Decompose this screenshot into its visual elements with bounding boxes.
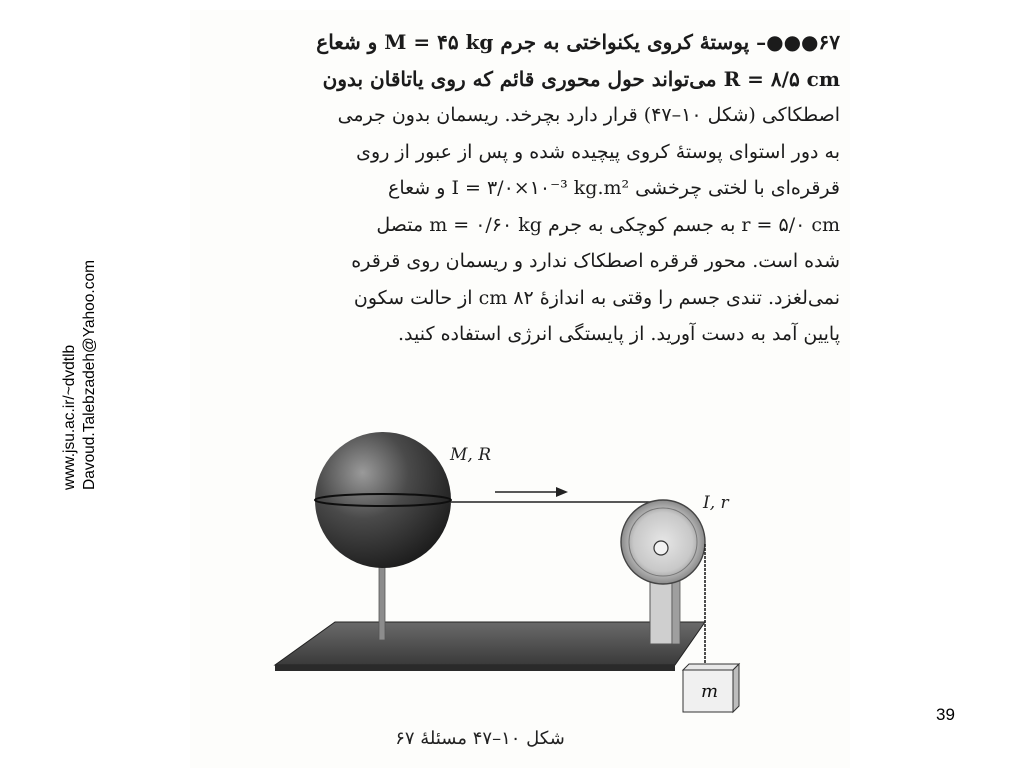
problem-line-5: قرقره‌ای با لختی چرخشی I = ۳/۰×۱۰⁻³ kg.m² و شعاع xyxy=(387,177,840,199)
base-plate xyxy=(275,622,705,665)
problem-line-4: به دور استوای پوستهٔ کروی پیچیده شده و پس از عبور از روی xyxy=(356,140,840,163)
motion-arrow-head xyxy=(556,487,568,497)
sphere-label: M, R xyxy=(450,445,492,465)
problem-text xyxy=(200,24,840,353)
credit-website: www.jsu.ac.ir/~dvdtlb xyxy=(61,344,78,490)
pulley-label: I, r xyxy=(703,493,729,513)
hanging-mass-side xyxy=(733,664,739,712)
problem-line-3: اصطکاکی (شکل ۱۰–۴۷) قرار دارد بچرخد. ریسمان بدون جرمی xyxy=(337,104,840,126)
problem-line-2: R = ۸/۵ cm می‌تواند حول محوری قائم که روی یاتاقان بدون xyxy=(322,66,840,91)
credit-email: Davoud.Talebzadeh@Yahoo.com xyxy=(81,259,98,490)
mass-label: m xyxy=(701,681,719,702)
side-credit xyxy=(60,260,100,490)
problem-line-1: ۶۷●●●– پوستهٔ کروی یکنواختی به جرم M = ۴۵ kg و شعاع xyxy=(316,30,840,54)
figure-drawing xyxy=(255,430,835,720)
figure-caption: شکل ۱۰–۴۷ مسئلهٔ ۶۷ xyxy=(395,728,565,749)
problem-line-6: r = ۵/۰ cm به جسم کوچکی به جرم m = ۰/۶۰ kg متصل xyxy=(376,213,840,236)
sphere xyxy=(315,432,451,568)
problem-line-7: شده است. محور قرقره اصطکاک ندارد و ریسمان روی قرقره xyxy=(351,250,840,272)
base-plate-edge xyxy=(275,665,675,671)
problem-line-8: نمی‌لغزد. تندی جسم را وقتی به اندازهٔ ۸۲ cm از حالت سکون xyxy=(353,286,840,309)
page-number: 39 xyxy=(936,705,955,724)
figure xyxy=(255,430,835,720)
problem-line-9: پایین آمد به دست آورید. از پایستگی انرژی استفاده کنید. xyxy=(398,323,840,345)
pulley-hub xyxy=(654,541,668,555)
hanging-mass-top xyxy=(683,664,739,670)
